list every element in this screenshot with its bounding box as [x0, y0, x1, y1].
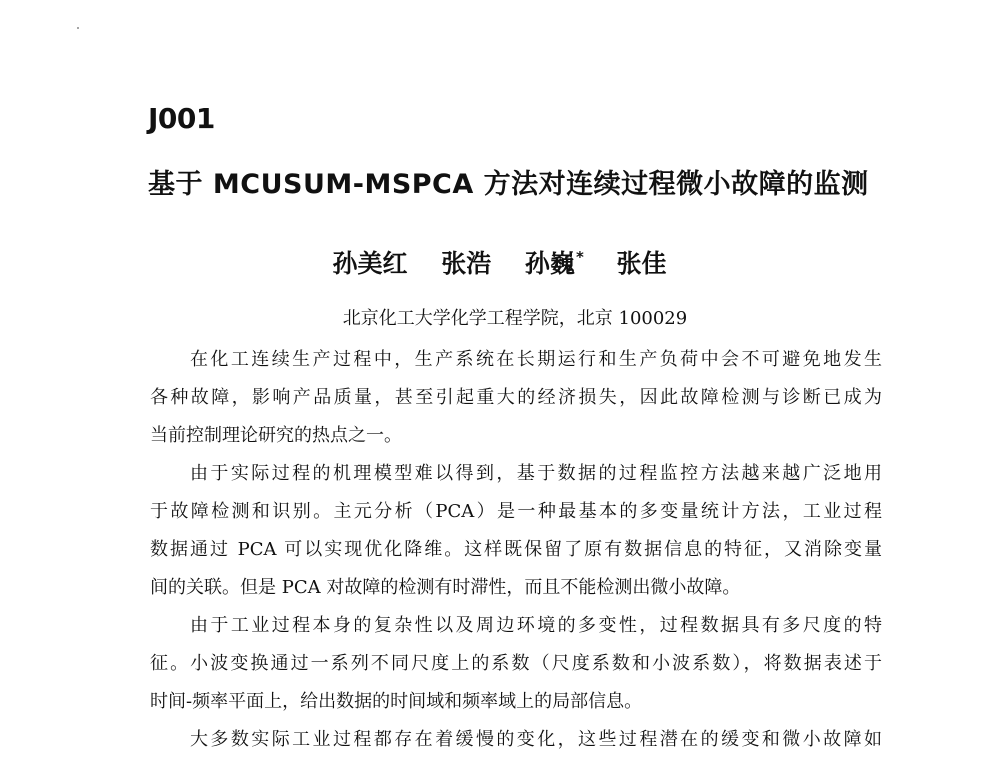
paper-id: J001 — [148, 102, 215, 135]
text-line: 当前控制理论研究的热点之一。 — [150, 425, 402, 446]
text-line: 由于工业过程本身的复杂性以及周边环境的多变性，过程数据具有多尺度的特 — [190, 615, 882, 636]
author — [617, 244, 668, 280]
text-line: 大多数实际工业过程都存在着缓慢的变化，这些过程潜在的缓变和微小故障如 — [190, 729, 882, 750]
paragraph — [150, 721, 882, 759]
corresponding-author-mark: * — [575, 248, 584, 266]
author-name: 孙巍 — [524, 249, 575, 278]
text-line: 间的关联。但是 PCA 对故障的检测有时滞性，而且不能检测出微小故障。 — [150, 577, 741, 598]
author — [441, 244, 492, 280]
text-line: 征。小波变换通过一系列不同尺度上的系数（尺度系数和小波系数），将数据表述于 — [150, 653, 882, 674]
affiliation: 北京化工大学化学工程学院，北京 100029 — [342, 308, 688, 329]
paragraph — [150, 607, 882, 721]
scan-speck — [77, 27, 79, 29]
paper-title: 基于 MCUSUM-MSPCA 方法对连续过程微小故障的监测 — [148, 169, 869, 200]
author-name: 孙美红 — [332, 249, 408, 278]
text-line: 各种故障，影响产品质量，甚至引起重大的经济损失，因此故障检测与诊断已成为 — [150, 387, 882, 408]
text-line: 由于实际过程的机理模型难以得到，基于数据的过程监控方法越来越广泛地用 — [190, 463, 882, 484]
author-name: 张佳 — [616, 249, 667, 278]
text-line: 于故障检测和识别。主元分析（PCA）是一种最基本的多变量统计方法，工业过程 — [150, 501, 882, 522]
author-list — [0, 244, 1000, 280]
author-name: 张浩 — [441, 249, 492, 278]
paragraph — [150, 341, 882, 455]
author — [525, 244, 584, 280]
text-line: 时间-频率平面上，给出数据的时间域和频率域上的局部信息。 — [150, 691, 643, 712]
author — [332, 244, 408, 280]
text-line: 数据通过 PCA 可以实现优化降维。这样既保留了原有数据信息的特征，又消除变量 — [150, 539, 882, 560]
paragraph — [150, 455, 882, 607]
text-line: 在化工连续生产过程中，生产系统在长期运行和生产负荷中会不可避免地发生 — [190, 349, 882, 370]
abstract-body — [150, 341, 882, 759]
